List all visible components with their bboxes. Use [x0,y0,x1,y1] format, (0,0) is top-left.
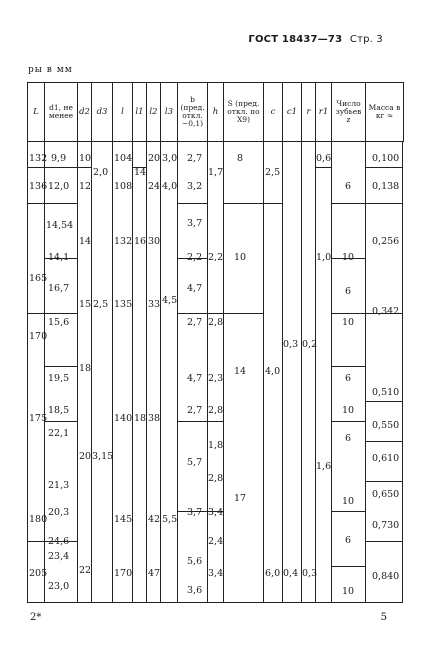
cell-b: 5,7 [187,457,203,468]
cell-l: 140 [114,413,133,424]
cell-l3: 3,0 [162,153,178,164]
cell-z: 6 [345,286,352,297]
cell-mass: 0,510 [372,387,400,398]
cell-h: 2,4 [208,536,224,547]
cell-mass: 0,550 [372,420,400,431]
col-header-l: l [113,83,133,142]
cell-h: 1,7 [208,167,224,178]
cell-d2: 15 [79,299,92,310]
cell-L: 165 [29,273,48,284]
cell-r1: 1,0 [316,252,332,263]
cell-r1: 0,6 [316,153,332,164]
cell-l: 170 [114,568,133,579]
cell-d2: 20 [79,451,92,462]
cell-h: 2,8 [208,473,224,484]
cell-l1: 14 [134,167,147,178]
units-caption: ры в мм [28,65,73,75]
cell-l3: 5,5 [162,514,178,525]
cell-L: 175 [29,413,48,424]
col-header-r: r [302,83,316,142]
cell-d2: 22 [79,565,92,576]
cell-b: 2,7 [187,405,203,416]
page-number: 5 [380,612,387,623]
cell-d1: 16,7 [48,283,70,294]
cell-d1: 22,1 [48,428,70,439]
cell-d2: 10 [79,153,92,164]
col-header-mass: Масса в кг ≈ [366,83,404,142]
page-label: Стр. 3 [349,34,383,45]
cell-r: 0,3 [302,568,318,579]
cell-h: 2,2 [208,252,224,263]
cell-d1: 12,0 [48,181,70,192]
cell-d1: 18,5 [48,405,70,416]
cell-b: 3,7 [187,218,203,229]
cell-b: 2,2 [187,252,203,263]
cell-b: 2,7 [187,317,203,328]
table-header-row [28,83,404,142]
cell-z: 10 [342,586,355,597]
cell-mass: 0,138 [372,181,400,192]
cell-mass: 0,256 [372,236,400,247]
cell-l3: 4,0 [162,181,178,192]
cell-b: 5,6 [187,556,203,567]
cell-h: 2,3 [208,373,224,384]
cell-b: 4,7 [187,373,203,384]
col-header-h: h [208,83,224,142]
cell-z: 10 [342,317,355,328]
cell-h: 1,8 [208,440,224,451]
cell-l3: 4,5 [162,295,178,306]
dimensions-table [27,82,404,142]
cell-b: 3,2 [187,181,203,192]
cell-mass: 0,610 [372,453,400,464]
cell-l: 104 [114,153,133,164]
table-body [27,141,403,603]
cell-d1: 15,6 [48,317,70,328]
cell-S: 14 [234,366,247,377]
cell-mass: 0,650 [372,489,400,500]
cell-L: 180 [29,514,48,525]
cell-c: 4,0 [265,366,281,377]
col-header-c: c [264,83,283,142]
col-header-d1: d1, не менее [45,83,78,142]
cell-b: 3,7 [187,507,203,518]
cell-b: 3,6 [187,585,203,596]
cell-d1: 21,3 [48,480,70,491]
col-header-l2: l2 [147,83,161,142]
cell-c: 2,5 [265,167,281,178]
cell-L: 136 [29,181,48,192]
signature-mark: 2* [30,612,42,623]
col-header-S: S (пред. откл. по X9) [224,83,264,142]
cell-l2: 20 [148,153,161,164]
cell-l1: 16 [134,236,147,247]
cell-d2: 18 [79,363,92,374]
cell-L: 170 [29,331,48,342]
cell-S: 8 [237,153,244,164]
cell-S: 10 [234,252,247,263]
cell-l2: 24 [148,181,161,192]
cell-d2: 14 [79,236,92,247]
cell-d1: 23,4 [48,551,70,562]
col-header-z: Число зубьев z [332,83,366,142]
cell-z: 6 [345,373,352,384]
cell-d2: 12 [79,181,92,192]
cell-d3: 2,0 [93,167,109,178]
cell-l2: 42 [148,514,161,525]
cell-c1: 0,4 [283,568,299,579]
cell-z: 10 [342,252,355,263]
cell-S: 17 [234,493,247,504]
cell-mass: 0,840 [372,571,400,582]
col-header-r1: r1 [316,83,332,142]
cell-h: 2,8 [208,317,224,328]
cell-mass: 0,342 [372,306,400,317]
col-header-d2: d2 [78,83,92,142]
cell-l: 108 [114,181,133,192]
cell-l2: 33 [148,299,161,310]
col-header-b: b (пред. откл. −0,1) [178,83,208,142]
cell-l1: 18 [134,413,147,424]
cell-h: 2,8 [208,405,224,416]
standard-designation: ГОСТ 18437—73 [248,34,343,45]
cell-b: 2,7 [187,153,203,164]
cell-b: 4,7 [187,283,203,294]
col-header-d3: d3 [92,83,113,142]
col-header-c1: c1 [283,83,302,142]
cell-d3: 3,15 [92,451,114,462]
cell-z: 6 [345,433,352,444]
cell-l2: 30 [148,236,161,247]
cell-d1: 19,5 [48,373,70,384]
col-header-l1: l1 [133,83,147,142]
cell-L: 132 [29,153,48,164]
cell-d1: 9,9 [51,153,67,164]
cell-c: 6,0 [265,568,281,579]
cell-d1: 23,0 [48,581,70,592]
cell-mass: 0,730 [372,520,400,531]
cell-h: 3,4 [208,568,224,579]
col-header-l3: l3 [161,83,178,142]
col-header-L: L [28,83,45,142]
cell-l: 135 [114,299,133,310]
cell-h: 3,4 [208,507,224,518]
cell-z: 6 [345,181,352,192]
page-header [248,34,383,45]
cell-r1: 1,6 [316,461,332,472]
cell-l: 132 [114,236,133,247]
cell-d1: 20,3 [48,507,70,518]
cell-r: 0,2 [302,339,318,350]
cell-z: 10 [342,496,355,507]
cell-d1: 24,6 [48,536,70,547]
cell-d1: 14,54 [46,220,74,231]
cell-mass: 0,100 [372,153,400,164]
cell-L: 205 [29,568,48,579]
cell-d3: 2,5 [93,299,109,310]
cell-z: 10 [342,405,355,416]
cell-l2: 38 [148,413,161,424]
cell-l2: 47 [148,568,161,579]
cell-z: 6 [345,535,352,546]
cell-d1: 14,1 [48,252,70,263]
cell-c1: 0,3 [283,339,299,350]
cell-l: 145 [114,514,133,525]
